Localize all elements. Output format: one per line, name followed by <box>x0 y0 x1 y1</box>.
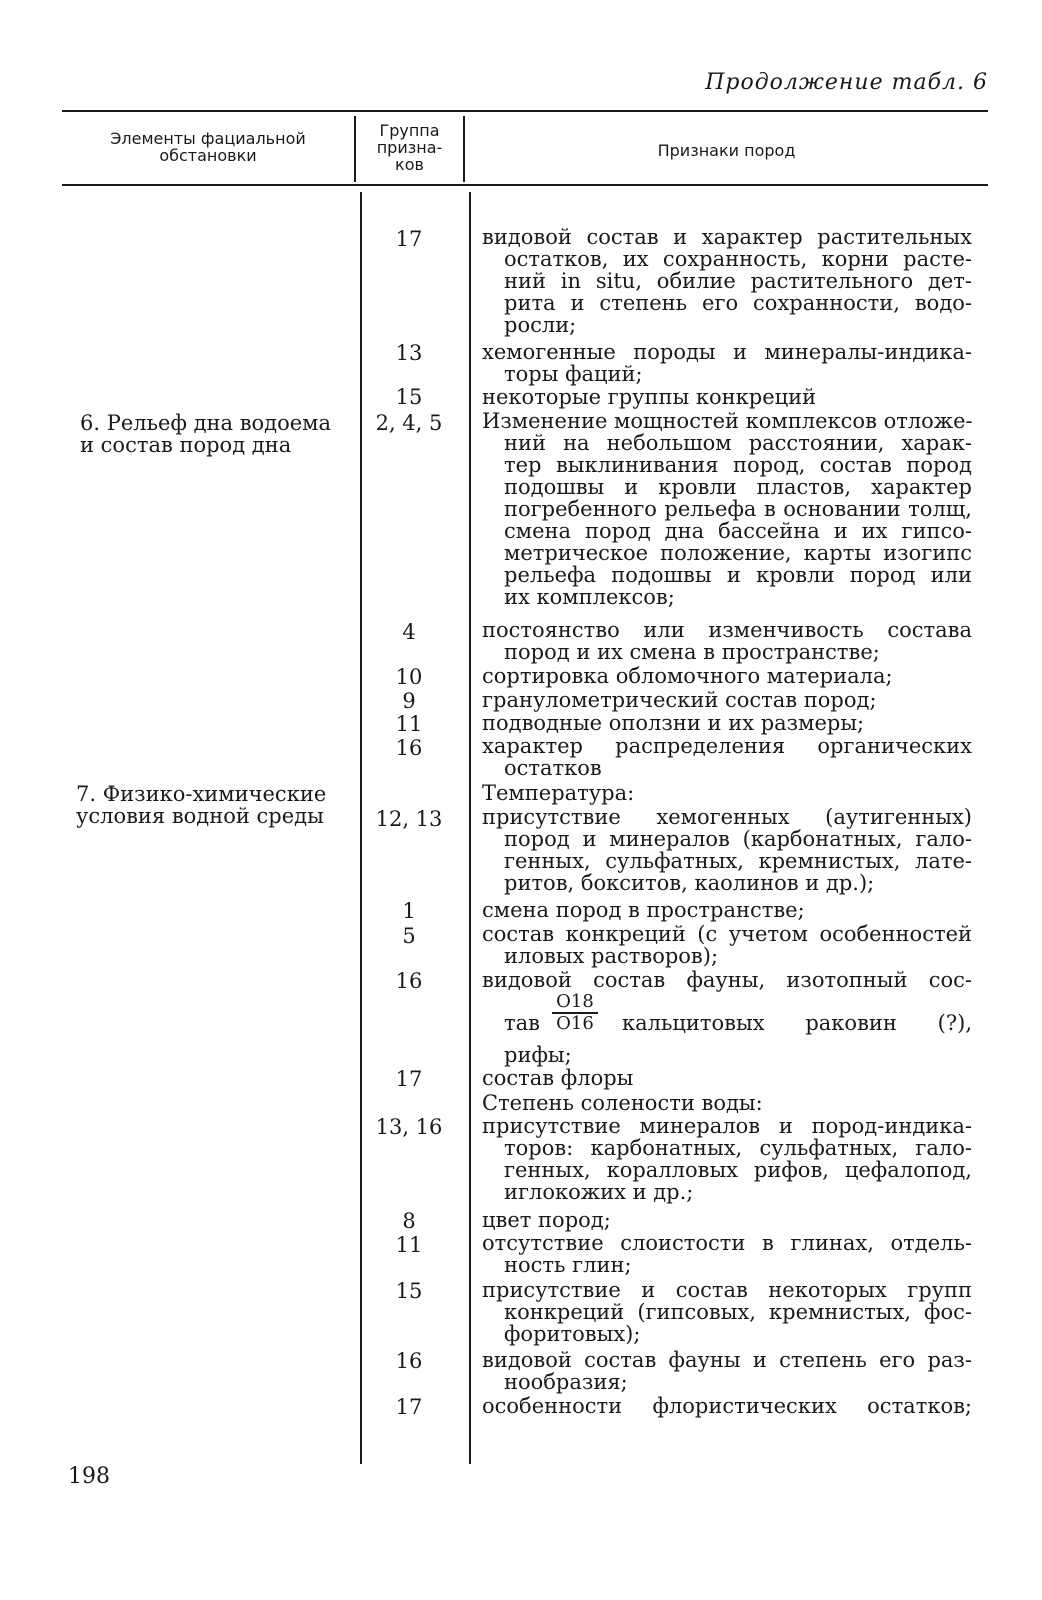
feature-heading: Степень солености воды: <box>482 1091 763 1115</box>
feature-entry: сортировка обломочного материала; <box>482 664 893 688</box>
header-features: Признаки пород <box>657 141 796 160</box>
group-number: 2, 4, 5 <box>375 411 443 435</box>
header-elements: Элементы фациальной обстановки <box>110 129 306 165</box>
fraction-denominator: O16 <box>556 1013 594 1034</box>
feature-entry: присутствие хемогенных (аутигенных) пород и минералов (карбонатных, гало- генных, сульфатных, кремнистых, лате- ритов, бокситов, каолинов и др.); <box>482 805 972 895</box>
feature-entry: присутствие минералов и пород-индика- торов: карбонатных, сульфатных, гало- генных, коралловых рифов, цефалопод, иглокожих и др.; <box>482 1114 972 1204</box>
feature-entry: хемогенные породы и минералы-индика- торы фаций; <box>482 340 972 386</box>
group-number: 13, 16 <box>375 1115 443 1139</box>
isotope-fraction <box>552 993 598 1033</box>
header-group: Группа призна- ков <box>376 121 443 174</box>
feature-entry: подводные оползни и их размеры; <box>482 711 865 735</box>
feature-entry: отсутствие слоистости в глинах, отдель- ность глин; <box>482 1231 972 1277</box>
feature-entry: видовой состав и характер растительных остатков, их сохранность, корни расте- ний in situ, обилие растительного дет- рита и степень его сохранности, водо- росли; <box>482 225 972 337</box>
feature-entry: Изменение мощностей комплексов отложе- ний на небольшом расстоянии, харак- тер выклинивания пород, состав пород подошвы и кровли пластов, характер погребенного рельефа в основании толщ, смена пород дна бассейна и их гипсо- метрическое положение, карты изогипс рельефа подошвы и кровли пород или их комплексов; <box>482 409 973 609</box>
feature-entry: некоторые группы конкреций <box>482 385 817 409</box>
page-number: 198 <box>68 1464 110 1489</box>
group-number: 8 <box>402 1209 416 1233</box>
feature-entry-start: тав <box>504 1011 540 1035</box>
feature-entry: смена пород в пространстве; <box>482 898 805 922</box>
feature-entry: состав флоры <box>482 1066 634 1090</box>
group-number: 16 <box>395 969 423 993</box>
element-6-label: 6. Рельеф дна водоема и состав пород дна <box>80 411 332 457</box>
group-number: 15 <box>395 1279 423 1303</box>
feature-heading: Температура: <box>482 781 635 805</box>
group-number: 5 <box>402 924 416 948</box>
feature-entry: видовой состав фауны и степень его раз- нообразия; <box>482 1348 972 1394</box>
feature-entry: видовой состав фауны, изотопный сос- <box>482 968 972 992</box>
group-number: 11 <box>395 1233 423 1257</box>
group-number: 13 <box>395 341 423 365</box>
feature-entry: постоянство или изменчивость состава пород и их смена в пространстве; <box>482 618 972 664</box>
group-number: 17 <box>395 1395 423 1419</box>
group-number: 1 <box>402 899 416 923</box>
group-number: 10 <box>395 665 423 689</box>
feature-entry: характер распределения органических остатков <box>482 734 972 780</box>
table-caption: Продолжение табл. 6 <box>705 70 988 95</box>
group-number: 17 <box>395 227 423 251</box>
group-number: 16 <box>395 736 423 760</box>
column-divider-2-body <box>469 192 471 1464</box>
group-number: 15 <box>395 385 423 409</box>
group-number: 12, 13 <box>375 807 443 831</box>
feature-entry: рифы; <box>504 1043 572 1067</box>
feature-entry: присутствие и состав некоторых групп конкреций (гипсовых, кремнистых, фос- форитовых); <box>482 1278 972 1346</box>
feature-entry: состав конкреций (с учетом особенностей иловых растворов); <box>482 922 972 968</box>
feature-entry-rest: кальцитовых раковин (?), <box>622 1011 972 1035</box>
header-bottom-rule <box>62 184 988 186</box>
header-top-rule <box>62 110 988 112</box>
group-number: 11 <box>395 712 423 736</box>
fraction-numerator: O18 <box>556 991 594 1012</box>
element-7-label: 7. Физико-химические условия водной среды <box>76 782 327 828</box>
group-number: 17 <box>395 1067 423 1091</box>
group-number: 9 <box>402 689 416 713</box>
feature-entry: цвет пород; <box>482 1208 611 1232</box>
group-number: 16 <box>395 1349 423 1373</box>
feature-entry: гранулометрический состав пород; <box>482 688 877 712</box>
feature-entry: особенности флористических остатков; <box>482 1394 972 1418</box>
group-number: 4 <box>402 620 416 644</box>
